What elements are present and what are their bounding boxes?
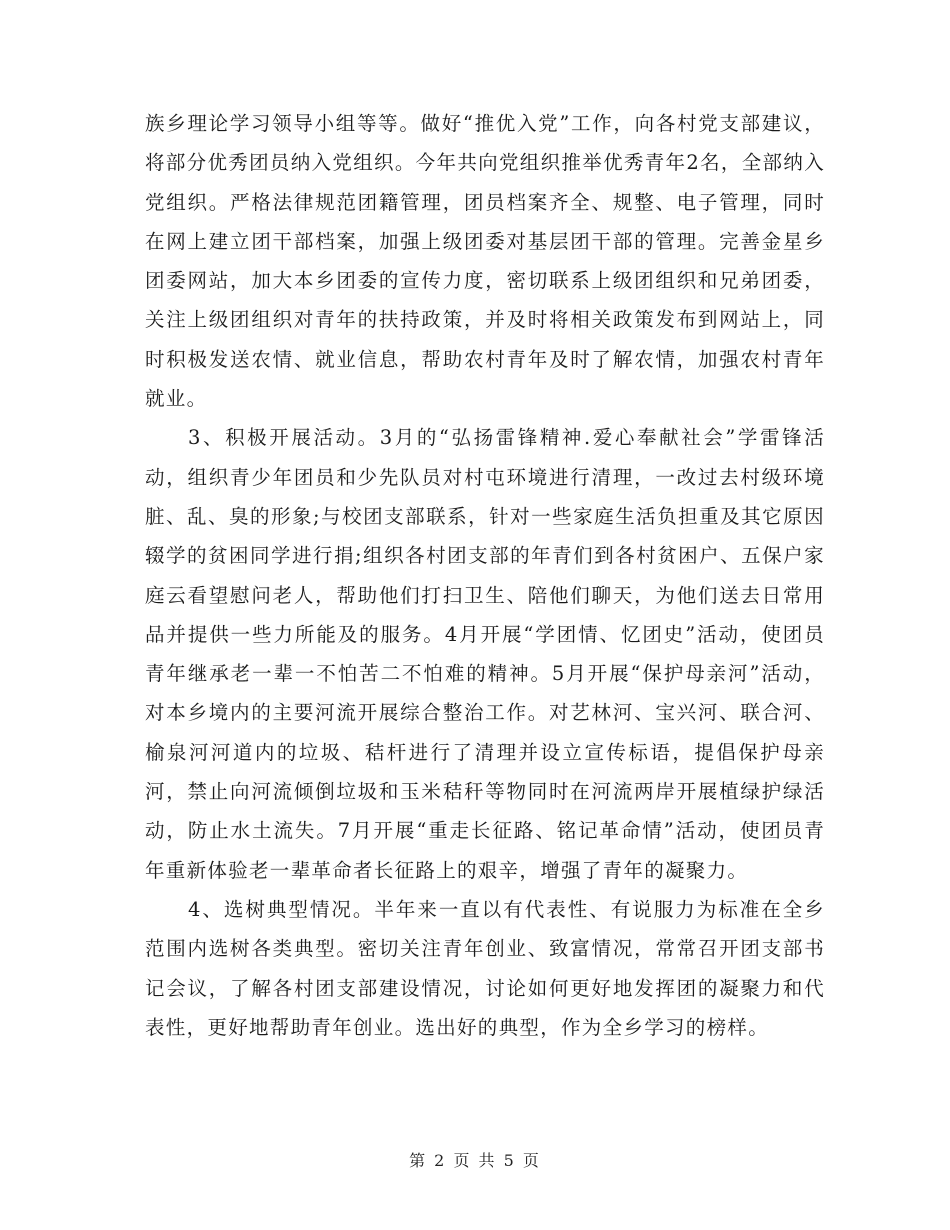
paragraph-continuation: 族乡理论学习领导小组等等。做好“推优入党”工作，向各村党支部建议，将部分优秀团员纳入党组织。今年共向党组织推举优秀青年2名，全部纳入党组织。严格法律规范团籍管理，团员档案齐全、规整、电子管理，同时在网上建立团干部档案，加强上级团委对基层团干部的管理。完善金星乡团委网站，加大本乡团委的宣传力度，密切联系上级团组织和兄弟团委，关注上级团组织对青年的扶持政策，并及时将相关政策发布到网站上，同时积极发送农情、就业信息，帮助农村青年及时了解农情，加强农村青年就业。	[145, 112, 825, 411]
paragraph-role-models: 4、选树典型情况。半年来一直以有代表性、有说服力为标准在全乡范围内选树各类典型。密切关注青年创业、致富情况，常常召开团支部书记会议，了解各村团支部建设情况，讨论如何更好地发挥团的凝聚力和代表性，更好地帮助青年创业。选出好的典型，作为全乡学习的榜样。	[145, 897, 825, 1039]
page-footer: 第 2 页 共 5 页	[409, 1151, 541, 1170]
paragraph-activities: 3、积极开展活动。3月的“弘扬雷锋精神.爱心奉献社会”学雷锋活动，组织青少年团员和少先队员对村屯环境进行清理，一改过去村级环境脏、乱、臭的形象;与校团支部联系，针对一些家庭生活负担重及其它原因辍学的贫困同学进行捐;组织各村团支部的年青们到各村贫困户、五保户家庭云看望慰问老人，帮助他们打扫卫生、陪他们聊天，为他们送去日常用品并提供一些力所能及的服务。4月开展“学团情、忆团史”活动，使团员青年继承老一辈一不怕苦二不怕难的精神。5月开展“保护母亲河”活动，对本乡境内的主要河流开展综合整治工作。对艺林河、宝兴河、联合河、榆泉河河道内的垃圾、秸杆进行了清理并设立宣传标语，提倡保护母亲河，禁止向河流倾倒垃圾和玉米秸秆等物同时在河流两岸开展植绿护绿活动，防止水土流失。7月开展“重走长征路、铭记革命情”活动，使团员青年重新体验老一辈革命者长征路上的艰辛，增强了青年的凝聚力。	[145, 426, 825, 882]
body-text	[145, 104, 825, 1047]
